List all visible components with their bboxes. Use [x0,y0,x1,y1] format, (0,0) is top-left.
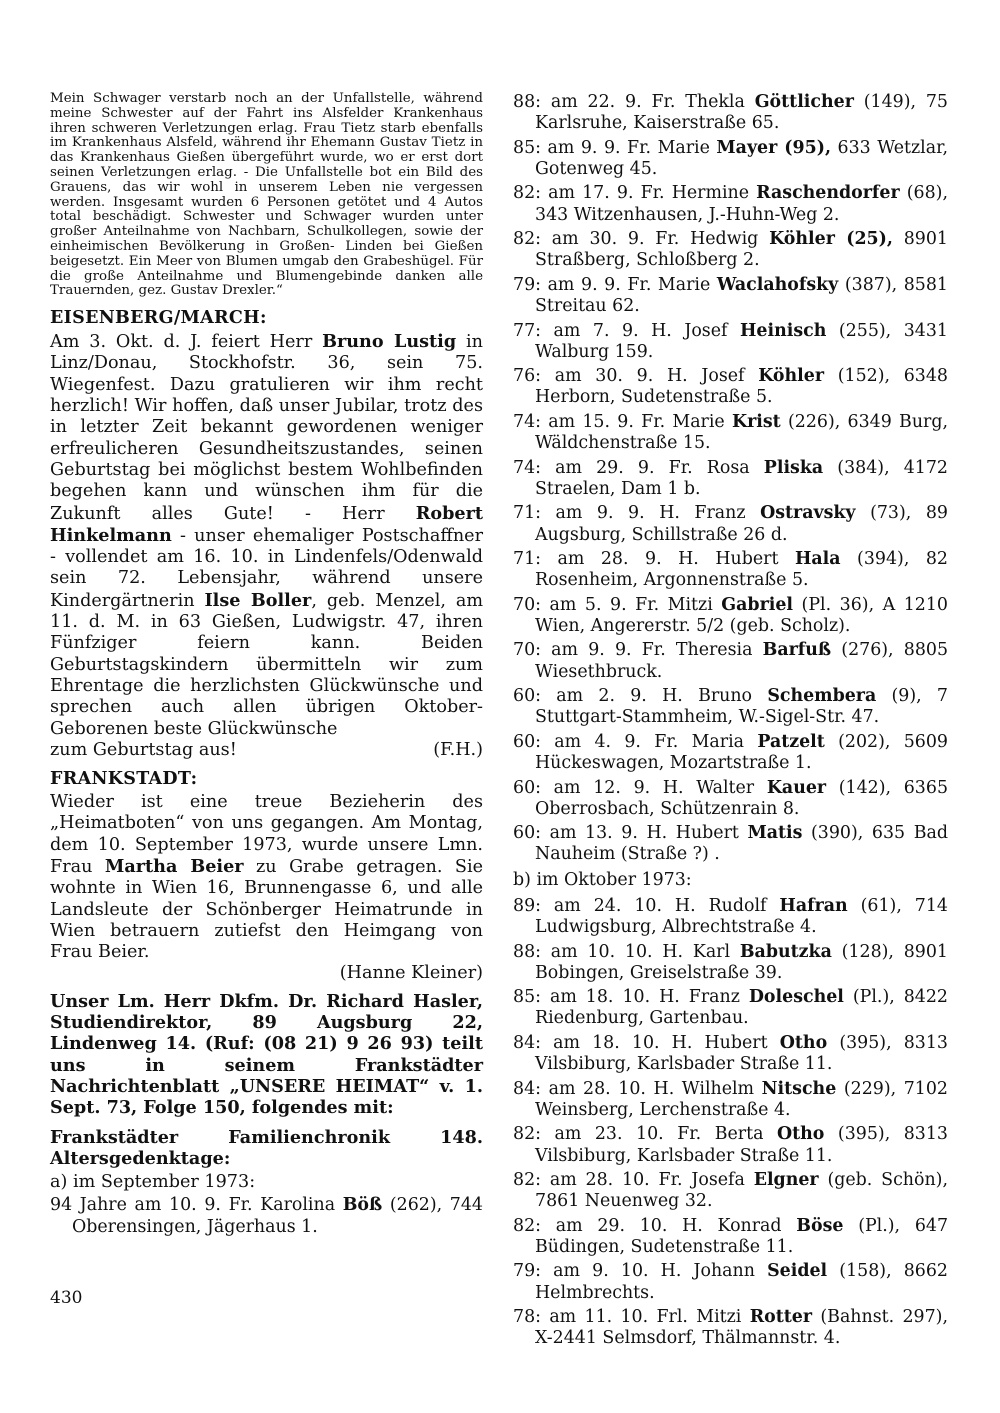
entry-name: Waclahofsky [716,274,839,295]
birthday-entry: 71: am 9. 9. H. Franz Ostravsky (73), 89 Augsburg, Schillstraße 26 d. [513,503,948,545]
birthday-entry: 89: am 24. 10. H. Rudolf Hafran (61), 714 Ludwigsburg, Albrechtstraße 4. [513,895,948,938]
entry-name: Doleschel [748,987,844,1008]
entry-name: Ostravsky [760,503,856,524]
birthday-entry: 78: am 11. 10. Frl. Mitzi Rotter (Bahnst. 297), X-2441 Selmsdorf, Thälmannstr. 4. [513,1307,948,1349]
birthday-entry: 88: am 10. 10. H. Karl Babutzka (128), 8901 Bobingen, Greiselstraße 39. [513,941,948,983]
eisenberg-signature: (F.H.) [433,739,483,760]
entry-name: Babutzka [739,941,832,962]
entry-name: Mayer (95), [716,137,832,158]
eisenberg-text: Am 3. Okt. d. J. feiert Herr Bruno Lustig in Linz/Donau, Stockhofstr. 36, sein 75. Wiegenfest. Dazu gratulieren wir ihm recht herzlich! Wir hoffen, daß unser Jubilar, trotz des in letzter Zeit bekannt gewordenen weniger erfreulicheren Gesundheitszustandes, seinen Geburtstag bei möglichst bestem Wohlbefinden begehen kann und wünschen ihm für die Zukunft alles Gute! - Herr Robert Hinkelmann - unser ehemaliger Postschaffner - vollendet am 16. 10. in Lindenfels/Odenwald sein 72. Lebensjahr, während unsere Kindergärtnerin Ilse Boller, geb. Menzel, am 11. d. M. in 63 Gießen, Ludwigstr. 47, ihren Fünfziger feiern kann. Beiden Geburtstagskindern übermitteln wir zum Ehrentage die herzlichsten Glückwünsche und sprechen auch allen übrigen Oktober-Geborenen beste Glückwünsche [50,331,483,739]
birthday-entry: 82: am 29. 10. H. Konrad Böse (Pl.), 647 Büdingen, Sudetenstraße 11. [513,1215,949,1257]
birthday-entry: 60: am 12. 9. H. Walter Kauer (142), 6365 Oberrosbach, Schützenrain 8. [513,777,949,819]
birthday-entry: 82: am 17. 9. Fr. Hermine Raschendorfer (68), 343 Witzenhausen, J.-Huhn-Weg 2. [513,183,948,225]
birthday-entry: 82: am 23. 10. Fr. Berta Otho (395), 8313 Vilsbiburg, Karlsbader Straße 11. [513,1124,948,1166]
frankstadt-signature: (Hanne Kleiner) [339,963,483,984]
entry-name: Köhler [758,366,825,387]
birthday-entry: 85: am 18. 10. H. Franz Doleschel (Pl.), 8422 Riedenburg, Gartenbau. [513,987,948,1029]
entry-boess: 94 Jahre am 10. 9. Fr. Karolina Böß (262), 744 Oberensingen, Jägerhaus 1. [50,1195,483,1237]
entry-name: Kauer [766,777,827,798]
name-robert-hinkelmann: Robert Hinkelmann [50,502,483,546]
birthday-entry: 71: am 28. 9. H. Hubert Hala (394), 82 Rosenheim, Argonnenstraße 5. [513,549,948,591]
entry-name: Böse [796,1215,844,1236]
entry-name: Köhler (25), [769,229,893,250]
birthday-entry: 76: am 30. 9. H. Josef Köhler (152), 6348 Herborn, Sudetenstraße 5. [513,366,948,408]
entry-name: Otho [779,1032,828,1053]
page-number: 430 [50,1288,83,1308]
eisenberg-heading: EISENBERG/MARCH: [50,308,267,329]
birthday-entry: 88: am 22. 9. Fr. Thekla Göttlicher (149), 75 Karlsruhe, Kaiserstraße 65. [513,92,948,134]
birthday-entry: 84: am 28. 10. H. Wilhelm Nitsche (229), 7102 Weinsberg, Lerchenstraße 4. [513,1078,948,1120]
birthday-entry: 70: am 5. 9. Fr. Mitzi Gabriel (Pl. 36), A 1210 Wien, Angererstr. 5/2 (geb. Scholz). [513,594,948,636]
entry-name: Rotter [749,1307,813,1328]
chronik-heading: Frankstädter Familienchronik 148. Altersgedenktage: [50,1126,483,1169]
birthday-entry: 82: am 28. 10. Fr. Josefa Elgner (geb. Schön), 7861 Neuenweg 32. [513,1170,948,1212]
intro-text: Mein Schwager verstarb noch an der Unfallstelle, während meine Schwester auf der Fahrt ins Alsfelder Krankenhaus ihren schweren Verletzungen erlag. Frau Tietz starb ebenfalls im Krankenhaus Alsfeld, während ihr Ehemann Gustav Tietz in das Krankenhaus Gießen übergeführt wurde, wo er erst dort seinen Verletzungen erlag. - Die Unfallstelle bot ein Bild des Grauens, das wir wohl in unserem Leben nie vergessen werden. Insgesamt wurden 6 Personen getötet und 4 Autos total beschädigt. Schwester und Schwager wurden unter großer Anteilnahme von Nachbarn, Schulkollegen, sowie der einheimischen Bevölkerung in Großen- Linden bei Gießen beigesetzt. Ein Meer von Blumen umgab den Grabeshügel. Für die große Anteilnahme und Blumengebinde danken alle Trauernden, gez. Gustav Drexler.“ [50,91,483,299]
eisenberg-closing: zum Geburtstag aus! (F.H.) [50,739,483,760]
entry-name: Gabriel [721,594,794,615]
frankstadt-heading: FRANKSTADT: [50,769,198,790]
entry-name: Otho [776,1124,825,1145]
entry-name: Seidel [767,1261,828,1282]
entry-name: Krist [732,411,781,432]
birthday-entry: 60: am 13. 9. H. Hubert Matis (390), 635 Bad Nauheim (Straße ?) . [513,823,948,865]
entry-name: Heinisch [740,320,827,341]
hasler-notice: Unser Lm. Herr Dkfm. Dr. Richard Hasler, Studiendirektor, 89 Augsburg 22, Lindenweg 14. (Ruf: (08 21) 9 26 93) teilt uns in seinem Frankstädter Nachrichtenblatt „UNSERE HEIMAT“ v. 1. Sept. 73, Folge 150, folgendes mit: [50,990,483,1119]
entry-name: Göttlicher [754,92,854,112]
entry-name: Schembera [767,686,877,707]
birthday-entry: 60: am 2. 9. H. Bruno Schembera (9), 7 Stuttgart-Stammheim, W.-Sigel-Str. 47. [513,686,948,728]
birthday-entry: 60: am 4. 9. Fr. Maria Patzelt (202), 5609 Hückeswagen, Mozartstraße 1. [513,731,948,774]
birthday-entry: 85: am 9. 9. Fr. Marie Mayer (95), 633 Wetzlar, Gotenweg 45. [513,137,948,179]
birthday-entry: 84: am 18. 10. H. Hubert Otho (395), 8313 Vilsbiburg, Karlsbader Straße 11. [513,1032,948,1075]
birthday-entry: 70: am 9. 9. Fr. Theresia Barfuß (276), 8805 Wiesethbruck. [513,640,949,682]
birthday-entry: 82: am 30. 9. Fr. Hedwig Köhler (25), 8901 Straßberg, Schloßberg 2. [513,229,948,271]
september-list [513,92,948,866]
entry-name: Hala [794,549,841,570]
entry-name: Patzelt [757,731,825,752]
entry-name: Pliska [763,457,824,478]
name-ilse-boller: Ilse Boller [204,589,312,611]
name-bruno-lustig: Bruno Lustig [322,331,457,353]
entry-name: Matis [747,823,803,844]
name-martha-beier: Martha Beier [104,855,244,877]
entry-name: Elgner [753,1170,819,1191]
entry-name: Nitsche [761,1078,837,1099]
birthday-entry: 74: am 15. 9. Fr. Marie Krist (226), 6349 Burg, Wäldchenstraße 15. [513,411,948,454]
entry-name: Barfuß [762,640,832,661]
birthday-entry: 74: am 29. 9. Fr. Rosa Pliska (384), 4172 Straelen, Dam 1 b. [513,457,948,499]
left-column [50,92,483,1241]
intro-letter [50,92,483,299]
right-column [513,92,948,1353]
september-label: a) im September 1973: [50,1172,256,1193]
birthday-entry: 79: am 9. 10. H. Johann Seidel (158), 8662 Helmbrechts. [513,1261,948,1303]
october-list [513,896,948,1350]
birthday-entry: 79: am 9. 9. Fr. Marie Waclahofsky (387), 8581 Streitau 62. [513,274,948,317]
entry-name: Raschendorfer [756,183,900,204]
october-label: b) im Oktober 1973: [513,869,692,890]
entry-name: Hafran [779,895,848,916]
birthday-entry: 77: am 7. 9. H. Josef Heinisch (255), 3431 Walburg 159. [513,320,948,362]
frankstadt-text: Wieder ist eine treue Bezieherin des „Heimatboten“ von uns gegangen. Am Montag, dem 10. September 1973, wurde unsere Lmn. Frau Martha Beier zu Grabe getragen. Sie wohnte in Wien 16, Brunnengasse 6, und alle Landsleute der Schönberger Heimatrunde in Wien betrauern zutiefst den Heimgang von Frau Beier. [50,792,483,963]
